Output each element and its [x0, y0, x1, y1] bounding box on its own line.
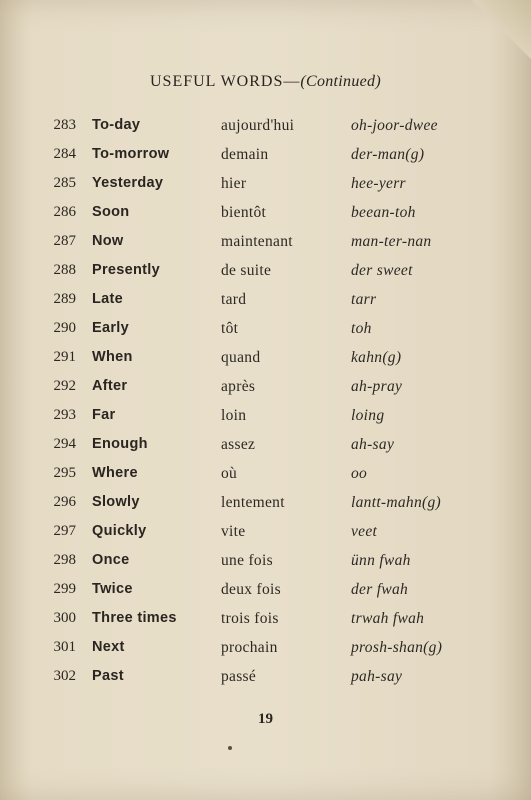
pronunciation: man-ter-nan — [351, 233, 432, 250]
french-word: lentement — [221, 494, 285, 511]
french-word: assez — [221, 436, 256, 453]
vocabulary-row — [0, 349, 531, 378]
english-word: Once — [92, 552, 130, 568]
entry-number: 285 — [53, 175, 76, 191]
entry-number: 284 — [53, 146, 76, 162]
english-word: Where — [92, 465, 138, 481]
french-word: prochain — [221, 639, 278, 656]
english-word: Now — [92, 233, 124, 249]
english-word: Enough — [92, 436, 148, 452]
french-word: trois fois — [221, 610, 279, 627]
english-word: Past — [92, 668, 124, 684]
entry-number: 293 — [53, 407, 76, 423]
french-word: tard — [221, 291, 247, 308]
vocabulary-row — [0, 407, 531, 436]
french-word: une fois — [221, 552, 273, 569]
folded-corner — [471, 0, 531, 70]
french-word: où — [221, 465, 238, 482]
vocabulary-row — [0, 523, 531, 552]
pronunciation: ah-say — [351, 436, 395, 453]
english-word: Twice — [92, 581, 133, 597]
french-word: maintenant — [221, 233, 293, 250]
pronunciation: oo — [351, 465, 368, 482]
vocabulary-row — [0, 117, 531, 146]
english-word: Late — [92, 291, 124, 307]
entry-number: 295 — [53, 465, 76, 481]
french-word: loin — [221, 407, 247, 424]
entry-number: 288 — [53, 262, 76, 278]
vocabulary-row — [0, 233, 531, 262]
vocabulary-row — [0, 465, 531, 494]
english-word: Quickly — [92, 523, 147, 539]
french-word: demain — [221, 146, 269, 163]
pronunciation: ah-pray — [351, 378, 403, 395]
english-word: To-day — [92, 117, 141, 133]
pronunciation: der-man(g) — [351, 146, 425, 163]
pronunciation: prosh-shan(g) — [351, 639, 443, 656]
entry-number: 296 — [53, 494, 76, 510]
entry-number: 300 — [53, 610, 76, 626]
vocabulary-row — [0, 581, 531, 610]
english-word: Slowly — [92, 494, 140, 510]
pronunciation: beean-toh — [351, 204, 416, 221]
entry-number: 292 — [53, 378, 76, 394]
vocabulary-row — [0, 610, 531, 639]
vocabulary-row — [0, 146, 531, 175]
vocabulary-row — [0, 175, 531, 204]
vocabulary-row — [0, 639, 531, 668]
french-word: quand — [221, 349, 261, 366]
pronunciation: veet — [351, 523, 378, 540]
french-word: aujourd'hui — [221, 117, 295, 134]
pronunciation: hee-yerr — [351, 175, 406, 192]
entry-number: 299 — [53, 581, 76, 597]
pronunciation: kahn(g) — [351, 349, 402, 366]
french-word: passé — [221, 668, 257, 685]
entry-number: 291 — [53, 349, 76, 365]
vocabulary-row — [0, 436, 531, 465]
vocabulary-row — [0, 262, 531, 291]
english-word: Far — [92, 407, 116, 423]
vocabulary-row — [0, 552, 531, 581]
english-word: Next — [92, 639, 125, 655]
pronunciation: toh — [351, 320, 372, 337]
french-word: après — [221, 378, 256, 395]
entry-number: 283 — [53, 117, 76, 133]
english-word: After — [92, 378, 128, 394]
pronunciation: oh-joor-dwee — [351, 117, 438, 134]
pronunciation: pah-say — [351, 668, 403, 685]
pronunciation: lantt-mahn(g) — [351, 494, 441, 511]
page-heading — [0, 73, 531, 91]
vocabulary-list — [0, 117, 531, 697]
entry-number: 290 — [53, 320, 76, 336]
english-word: Yesterday — [92, 175, 164, 191]
entry-number: 287 — [53, 233, 76, 249]
english-word: Soon — [92, 204, 130, 220]
french-word: bientôt — [221, 204, 267, 221]
page-number: 19 — [258, 711, 273, 727]
heading-continued: (Continued) — [300, 73, 381, 90]
english-word: To-morrow — [92, 146, 170, 162]
french-word: de suite — [221, 262, 272, 279]
heading-title: USEFUL WORDS— — [150, 73, 301, 90]
vocabulary-row — [0, 668, 531, 697]
entry-number: 286 — [53, 204, 76, 220]
entry-number: 294 — [53, 436, 76, 452]
french-word: tôt — [221, 320, 239, 337]
pronunciation: der fwah — [351, 581, 409, 598]
entry-number: 298 — [53, 552, 76, 568]
pronunciation: trwah fwah — [351, 610, 425, 627]
pronunciation: der sweet — [351, 262, 413, 279]
entry-number: 302 — [53, 668, 76, 684]
entry-number: 301 — [53, 639, 76, 655]
vocabulary-row — [0, 494, 531, 523]
english-word: Early — [92, 320, 129, 336]
pronunciation: tarr — [351, 291, 377, 308]
french-word: hier — [221, 175, 247, 192]
vocabulary-row — [0, 320, 531, 349]
entry-number: 297 — [53, 523, 76, 539]
french-word: deux fois — [221, 581, 281, 598]
pronunciation: loing — [351, 407, 385, 424]
vocabulary-row — [0, 378, 531, 407]
english-word: Presently — [92, 262, 160, 278]
entry-number: 289 — [53, 291, 76, 307]
pronunciation: ünn fwah — [351, 552, 411, 569]
french-word: vite — [221, 523, 246, 540]
english-word: When — [92, 349, 133, 365]
vocabulary-row — [0, 291, 531, 320]
ink-dot — [228, 746, 232, 750]
english-word: Three times — [92, 610, 177, 626]
vocabulary-row — [0, 204, 531, 233]
